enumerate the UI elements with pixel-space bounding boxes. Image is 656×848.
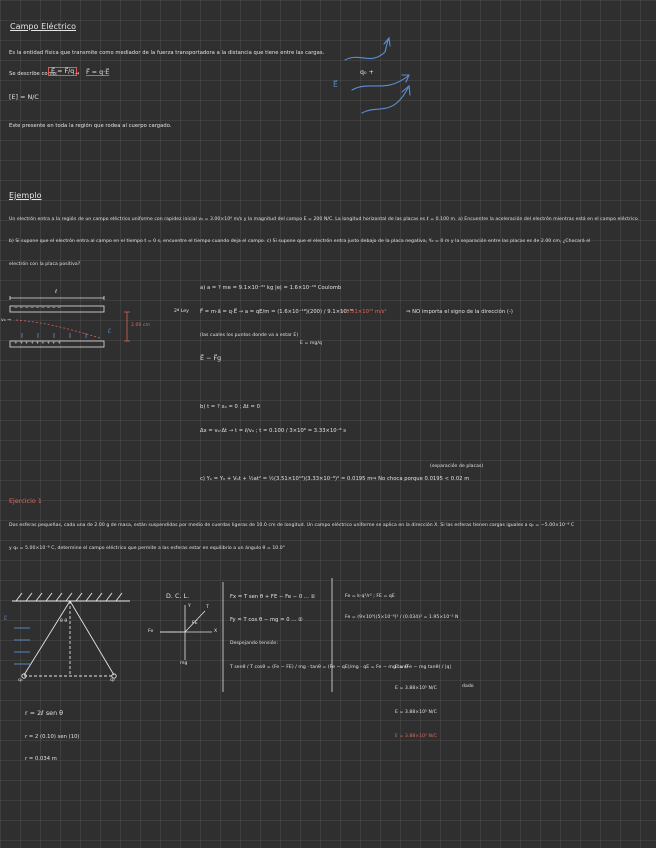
- definition-label: Se describe como:: [9, 71, 58, 77]
- equation-2b: Fe = (9×10⁹)(5×10⁻⁸)² / (0.034)² = 1.95×10⁻² N: [345, 615, 459, 620]
- intro-text: Es la entidad física que transmite como mediador de la fuerza transportadora a la distancia que tiene entre las cargas.: [9, 50, 325, 56]
- field-fraction: E = mg/q: [300, 341, 322, 346]
- units-text: [E] = N/C: [9, 94, 39, 101]
- plate-e-label: E⃗: [108, 330, 111, 335]
- result-2: E = 3.88×10⁵ N/C: [395, 710, 437, 715]
- result-1: E = 3.88×10⁵ N/C: [395, 686, 437, 691]
- ejemplo-statement-2: b) Si supone que el electrón entra al campo en el tiempo t = 0 s, encuentre el tiempo cuando deja el campo. c) Si supone que el electrón entra justo debajo de la placa negativa, Y₀ = 0 m y la separación entre las placas es de 2.00 cm, ¿Chocará el: [9, 239, 591, 244]
- equation-2: Fy = T cos θ − mg = 0 ... ②: [230, 617, 303, 623]
- region-note: Este presente en toda la región que rodea al cuerpo cargado.: [9, 123, 172, 129]
- plate-top-signs: − − − − − − − − −: [14, 306, 62, 311]
- solve-equation: T senθ / T cosθ = (Fe − FE) / mg · tanθ = (Fe − qE)/mg · qE = Fe − mg tanθ: [230, 665, 408, 670]
- geometry-3: r = 0.034 m: [25, 756, 57, 762]
- part-c-sidenote: (separación de placas): [430, 464, 484, 469]
- definition-formula: E⃗ = F⃗/q: [48, 67, 77, 76]
- result-3: E = 3.88×10⁵ N/C: [395, 734, 437, 739]
- dcl-fe-label: FE: [192, 621, 198, 626]
- result-note: dado: [462, 684, 474, 689]
- solve-equation-2: E = (Fe − mg tanθ) / |q|: [395, 665, 452, 670]
- dcl-title: D. C. L.: [166, 593, 190, 600]
- section-title-ejercicio: Ejercicio 1: [9, 498, 42, 505]
- geometry-2: r = 2 (0.10) sen (10): [25, 734, 80, 740]
- plate-length-label: ℓ: [55, 289, 58, 295]
- sphere-right-label: q₂: [110, 678, 115, 683]
- part-a-calc: F⃗ = m·a⃗ = q·E⃗ → a = qE/m = (1.6×10⁻¹⁹)(200) / 9.1×10⁻³¹: [200, 309, 354, 315]
- dcl-fel-label: Fe: [148, 629, 154, 634]
- part-a-result: = 3.51×10¹³ m/s²: [340, 309, 387, 315]
- equation-1b: Fe = k·q²/r² ; FE = qE: [345, 594, 395, 599]
- v0-label: v₀ →: [1, 318, 12, 323]
- section-title-ejemplo: Ejemplo: [9, 191, 42, 200]
- spheres-e-label: E⃗: [4, 617, 7, 622]
- arrow-glyph: →: [75, 71, 80, 77]
- plate-gap-label: 2.00 cm: [131, 323, 151, 328]
- section-title-campo: Campo Eléctrico: [10, 22, 77, 31]
- field-sketch-charge: q₀ +: [360, 69, 374, 76]
- field-note: (las cuales los puntos donde va a estar E): [200, 333, 299, 338]
- part-b-calc: Δx = v₀·Δt → t = ℓ/v₀ ; t = 0.100 / 3×10⁶ = 3.33×10⁻⁸ s: [200, 428, 347, 434]
- equation-1: Fx = T sen θ + FE − Fe − 0 ... ①: [230, 594, 316, 600]
- part-c-line: c) Y₁ = Y₀ + V₀t + ½at² = ½(3.51×10¹³)(3.33×10⁻⁸)² = 0.0195 m: [200, 476, 373, 482]
- ejemplo-statement: Un electrón entra a la región de un campo eléctrico uniforme con rapidez inicial v₀ = 3.00×10⁶ m/s y la magnitud del campo E = 200 N/C. La longitud horizontal de las placas es ℓ = 0.100 m. a) Encuentre la aceleración del electrón mientras está en el campo eléctrico.: [9, 217, 640, 222]
- ejemplo-statement-3: electrón con la placa positiva?: [9, 262, 81, 267]
- sphere-left-label: q₁: [18, 678, 23, 683]
- dcl-t-label: T: [206, 605, 209, 610]
- dcl-x-label: X: [214, 629, 218, 634]
- field-sketch-e-label: E⃗: [333, 80, 338, 89]
- angle-label: θ θ: [60, 619, 68, 624]
- dcl-mg-label: mg: [180, 661, 188, 666]
- newton-label: 2ª Ley: [174, 309, 189, 314]
- dcl-y-label: Y: [188, 604, 191, 609]
- field-equation: E⃗ − F⃗g: [200, 355, 222, 362]
- ejercicio-statement: Dos esferas pequeñas, cada una de 2.00 g de masa, están suspendidas por medio de cuerdas ligeras de 10.0 cm de longitud. Un campo eléctrico uniforme se aplica en la dirección X. Si las esferas tienen cargas iguales a q₁ = −5.00×10⁻⁸ C: [9, 523, 575, 528]
- part-a-note: ⇒ NO importa el signo de la dirección (-): [406, 309, 513, 315]
- part-b-line: b) t = ? x₀ = 0 ; Δt = 0: [200, 404, 260, 410]
- solve-label: Despejando tensión:: [230, 641, 279, 646]
- part-c-note: ⇒ No choca porque 0.0195 < 0.02 m: [372, 476, 470, 482]
- definition-result: F⃗ = q·E⃗: [86, 69, 110, 76]
- ejercicio-statement-2: y q₂ = 5.00×10⁻⁸ C, determine el campo eléctrico que permite a las esferas estar en equilibrio a un ángulo θ = 10.0°: [9, 546, 286, 551]
- plate-bottom-signs: + + + + + + + + +: [14, 341, 62, 346]
- geometry-1: r = 2ℓ sen θ: [25, 710, 64, 717]
- part-a-line: a) a = ? me = 9.1×10⁻³¹ kg |e| = 1.6×10⁻¹⁹ Coulomb: [200, 285, 342, 291]
